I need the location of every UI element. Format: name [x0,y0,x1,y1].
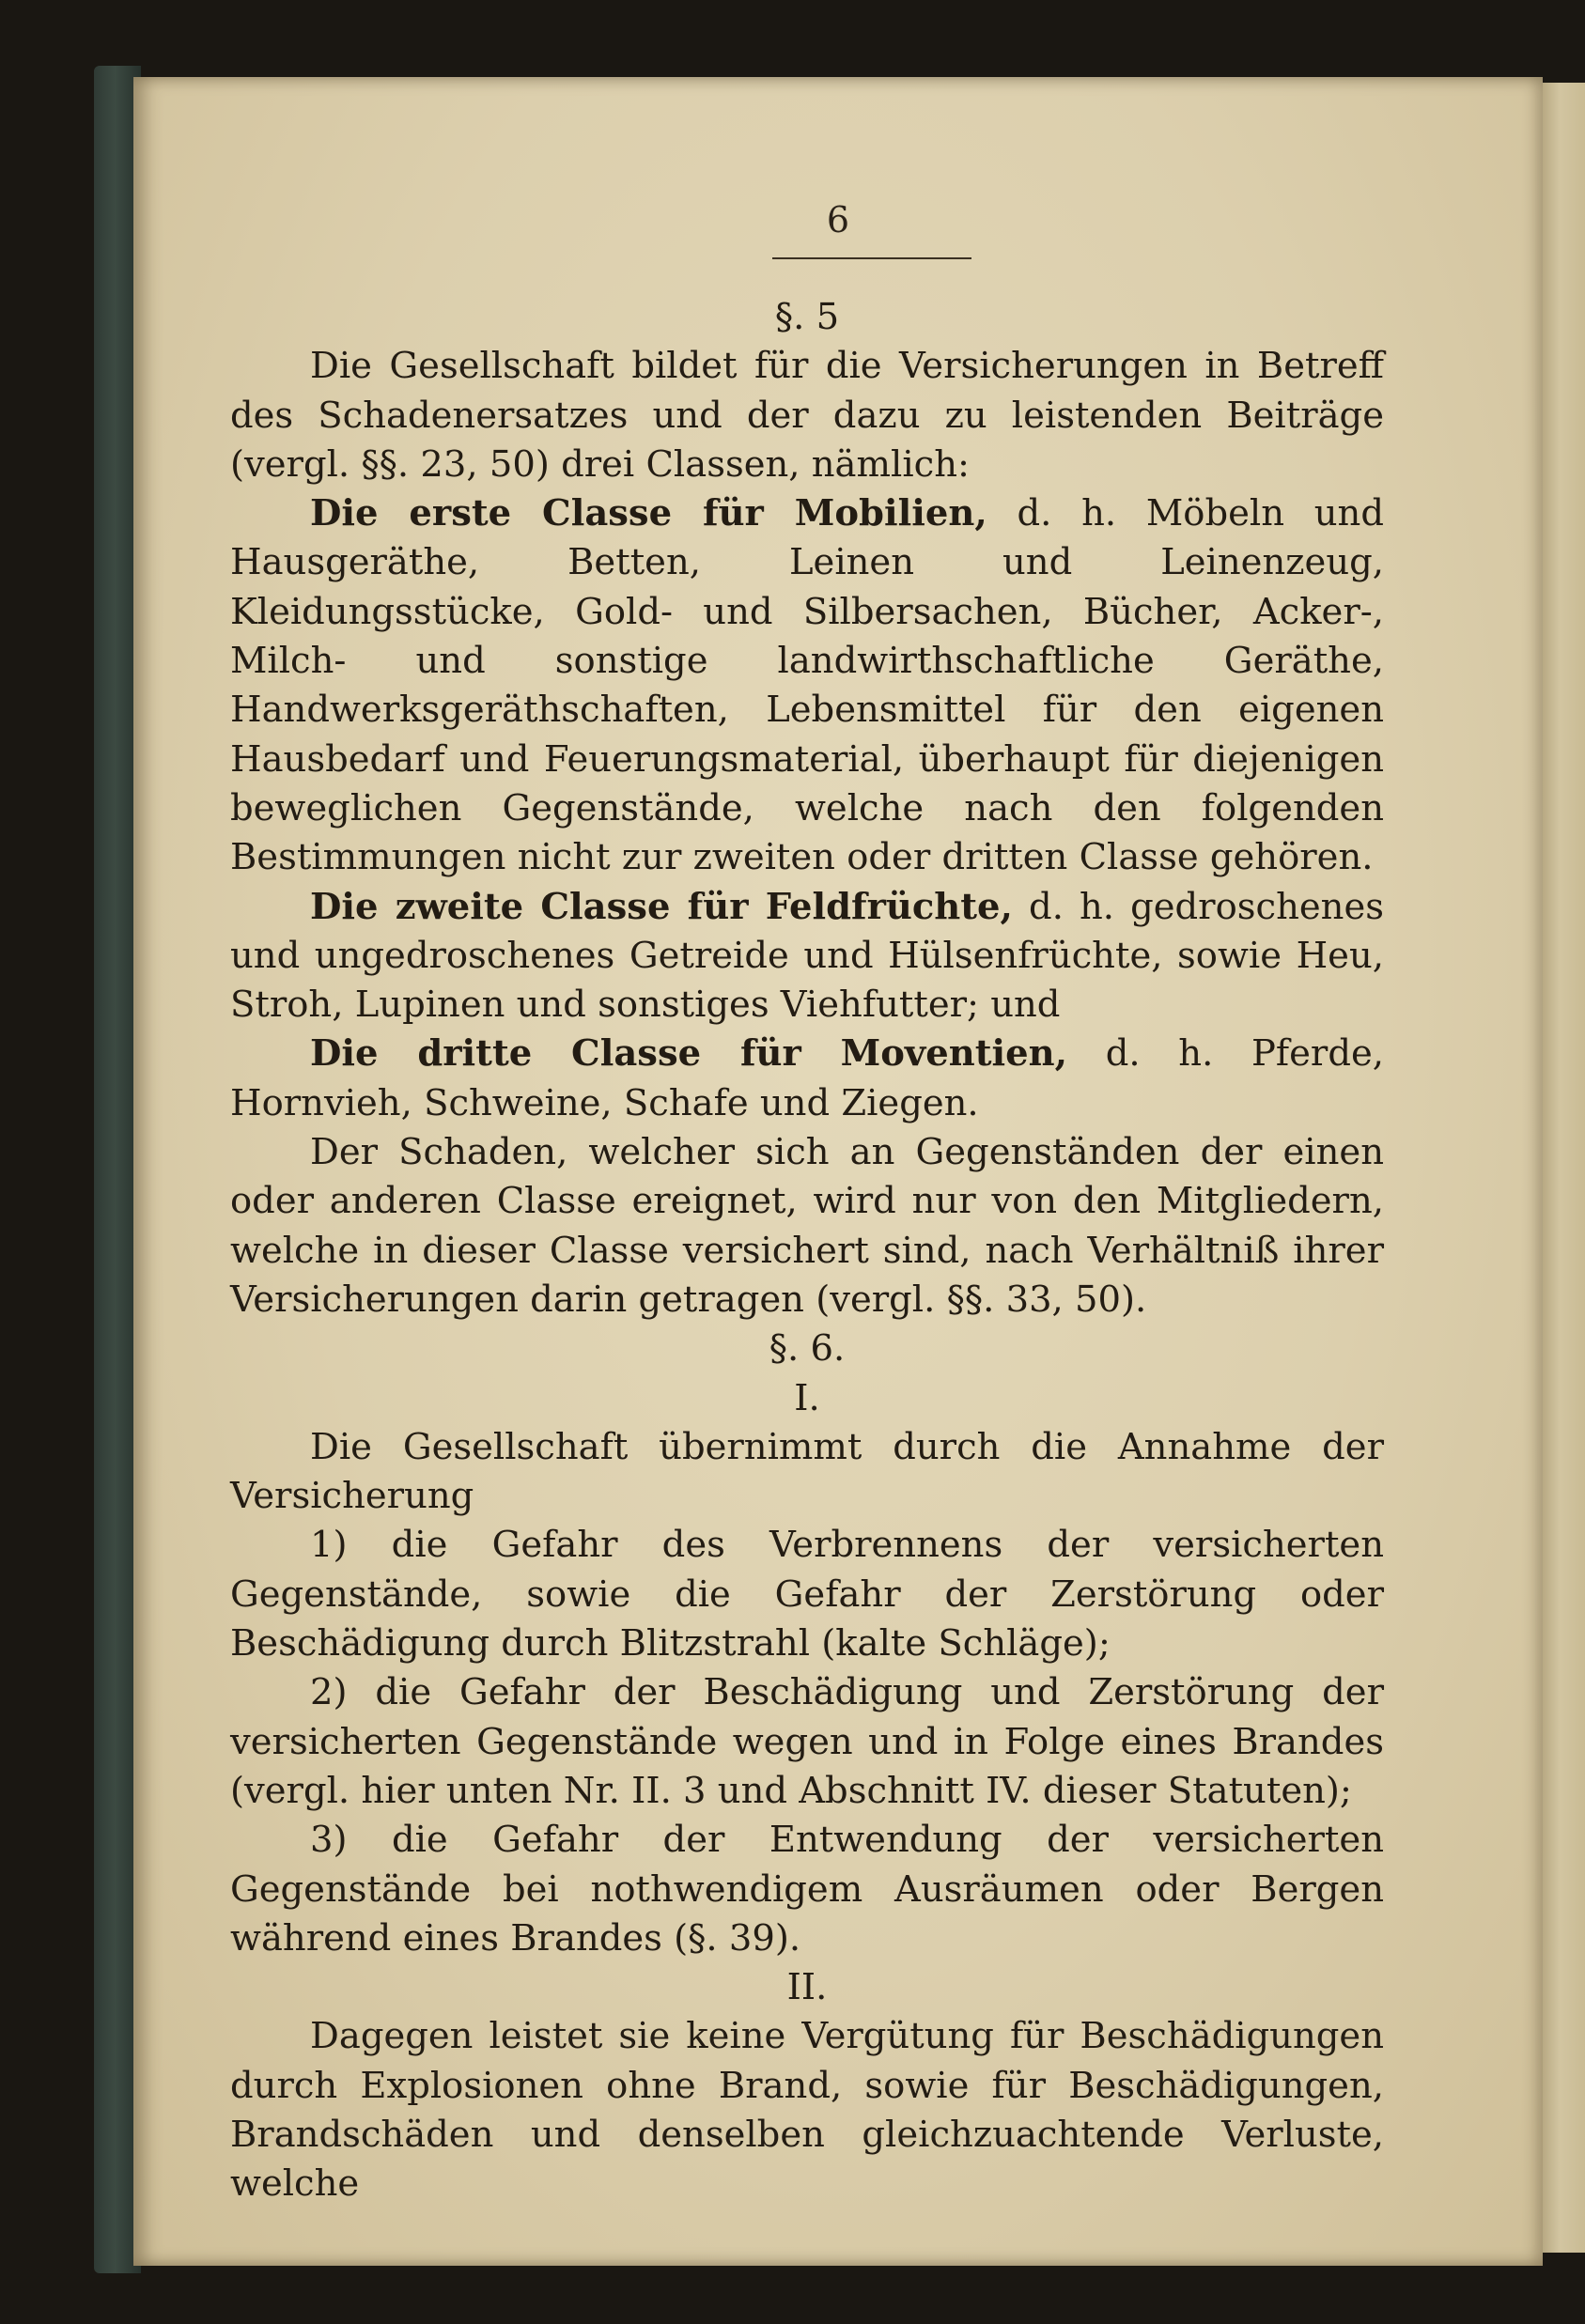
section-5-heading: §. 5 [774,296,840,338]
class-2-paragraph [230,883,1384,1030]
class-3-text: d. h. Pferde, Hornvieh, Schweine, Schafe und Ziegen. [230,1032,1384,1124]
part-1-heading: I. [794,1376,820,1419]
class-1-paragraph [230,489,1384,882]
page-number-rule [772,257,971,259]
part-2-heading: II. [786,1966,828,2009]
part-1-intro: Die Gesellschaft übernimmt durch die Annahme der Versicherung [230,1425,1384,1518]
class-3-label: Die dritte Classe für Moventien, [310,1032,1068,1076]
page-number: 6 [826,199,850,240]
class-1-label: Die erste Classe für Mobilien, [310,492,987,535]
section-5-intro: Die Gesellschaft bildet für die Versicherungen in Betreff des Schadenersatzes und der dazu zu leistenden Beiträge (vergl. §§. 23, 50) drei Classen, nämlich: [230,345,1384,486]
class-2-text: d. h. gedroschenes und ungedroschenes Getreide und Hülsenfrüchte, sowie Heu, Stroh, Lupinen und sonstiges Viehfutter; und [230,885,1384,1027]
part-2-text: Dagegen leistet sie keine Vergütung für Beschädigungen durch Explosionen ohne Brand, sowie für Beschädigungen, Brandschäden und denselben gleichzuachtende Verluste, welche [230,2015,1384,2206]
class-3-paragraph [230,1030,1384,1128]
item-3: 3) die Gefahr der Entwendung der versicherten Gegenstände bei nothwendigem Ausräumen oder Bergen während eines Brandes (§. 39). [230,1819,1384,1960]
item-2: 2) die Gefahr der Beschädigung und Zerstörung der versicherten Gegenstände wegen und in Folge eines Brandes (vergl. hier unten Nr. II. 3 und Abschnitt IV. dieser Statuten); [230,1671,1384,1812]
item-1: 1) die Gefahr des Verbrennens der versicherten Gegenstände, sowie die Gefahr der Zerstörung oder Beschädigung durch Blitzstrahl (kalte Schläge); [230,1524,1384,1666]
page-text [230,293,1384,2209]
next-page-edge [1543,83,1585,2253]
class-2-label: Die zweite Classe für Feldfrüchte, [310,885,1013,928]
section-6-heading: §. 6. [769,1327,846,1371]
damage-paragraph: Der Schaden, welcher sich an Gegenständen der einen oder anderen Classe ereignet, wird nur von den Mitgliedern, welche in dieser Classe versichert sind, nach Verhältniß ihrer Versicherungen darin getragen (vergl. §§. 33, 50). [230,1131,1384,1321]
class-1-text: d. h. Möbeln und Hausgeräthe, Betten, Leinen und Leinenzeug, Kleidungsstücke, Gold- und Silbersachen, Bücher, Acker-, Milch- und sonstige landwirthschaftliche Geräthe, Handwerksgeräthschaften, Lebensmittel für den eigenen Hausbedarf und Feuerungsmaterial, überhaupt für diejenigen beweglichen Gegenstände, welche nach den folgenden Bestimmungen nicht zur zweiten oder dritten Classe gehören. [230,492,1384,879]
